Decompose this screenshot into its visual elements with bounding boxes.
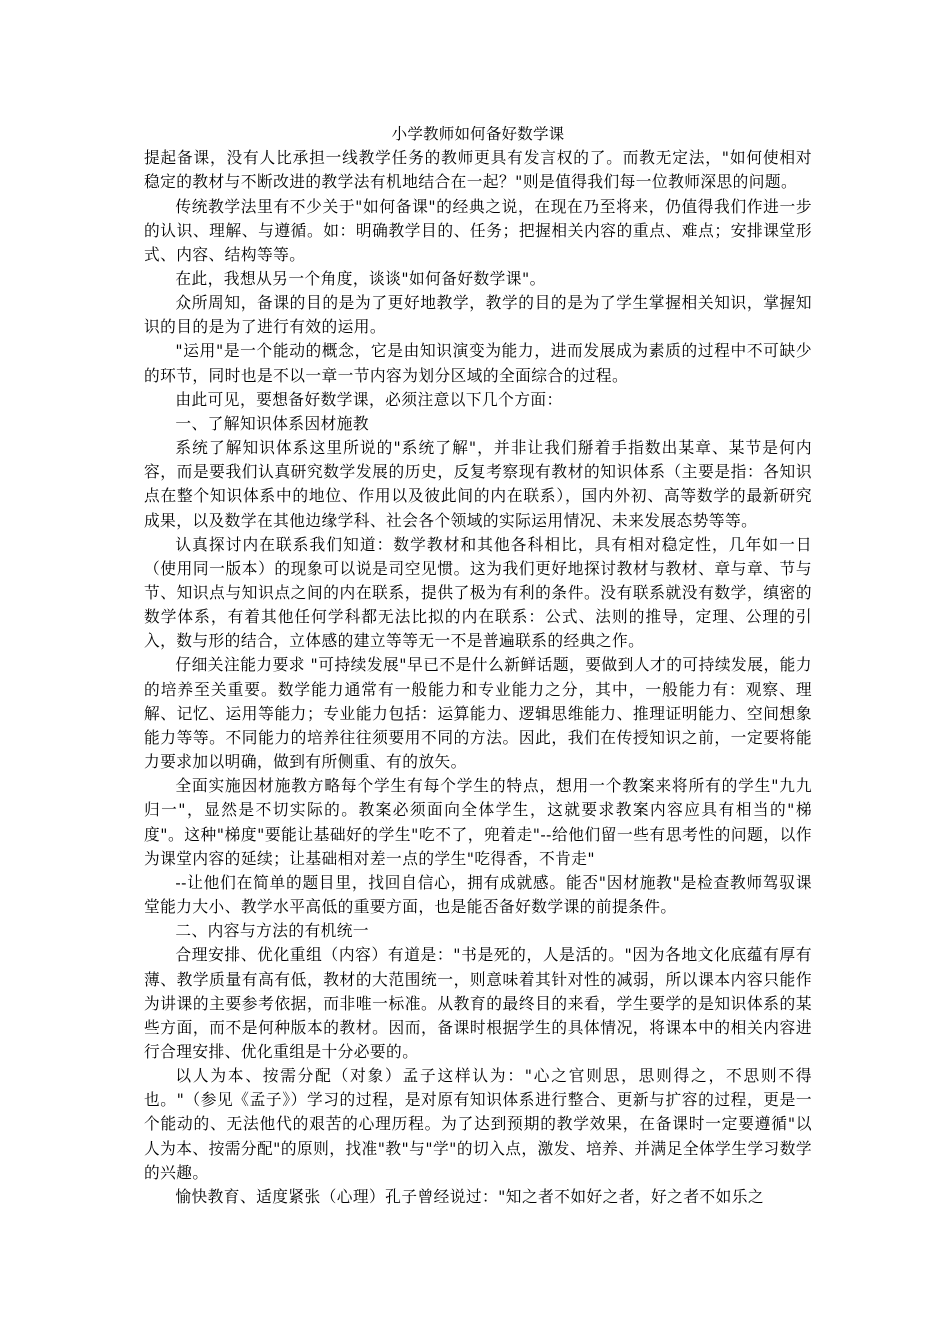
paragraph: 众所周知，备课的目的是为了更好地教学，教学的目的是为了学生掌握相关知识，掌握知识的目的是为了进行有效的运用。: [144, 293, 812, 337]
paragraph: 愉快教育、适度紧张（心理）孔子曾经说过："知之者不如好之者，好之者不如乐之: [175, 1186, 765, 1206]
paragraph: --让他们在简单的题目里，找回自信心，拥有成就感。能否"因材施教"是检查教师驾驭课堂能力大小、教学水平高低的重要方面，也是能否备好数学课的前提条件。: [144, 872, 812, 917]
paragraph: 二、内容与方法的有机统一: [175, 921, 370, 941]
document-page: [144, 122, 812, 1209]
paragraph: 在此，我想从另一个角度，谈谈"如何备好数学课"。: [175, 268, 546, 288]
paragraph: 合理安排、优化重组（内容）有道是："书是死的，人是活的。"因为各地文化底蕴有厚有薄、教学质量有高有低，教材的大范围统一，则意味着其针对性的减弱，所以课本内容只能作为讲课的主要参考依据，而非唯一标准。从教育的最终目的来看，学生要学的是知识体系的某些方面，而不是何种版本的教材。因而，备课时根据学生的具体情况，将课本中的相关内容进行合理安排、优化重组是十分必要的。: [144, 945, 812, 1061]
paragraph: 系统了解知识体系这里所说的"系统了解"，并非让我们掰着手指数出某章、某节是何内容，而是要我们认真研究数学发展的历史，反复考察现有教材的知识体系（主要是指：各知识点在整个知识体系中的地位、作用以及彼此间的内在联系），国内外初、高等数学的最新研究成果，以及数学在其他边缘学科、社会各个领域的实际运用情况、未来发展态势等等。: [144, 438, 812, 530]
document-title: 小学教师如何备好数学课: [391, 125, 565, 143]
paragraph: 由此可见，要想备好数学课，必须注意以下几个方面：: [175, 389, 563, 409]
paragraph: 认真探讨内在联系我们知道：数学教材和其他各科相比，具有相对稳定性，几年如一日（使用同一版本）的现象可以说是司空见惯。这为我们更好地探讨教材与教材、章与章、节与节、知识点与知识点之间的内在联系，提供了极为有利的条件。没有联系就没有数学，缜密的数学体系，有着其他任何学科都无法比拟的内在联系：公式、法则的推导，定理、公理的引入，数与形的结合，立体感的建立等等无一不是普遍联系的经典之作。: [144, 534, 812, 651]
paragraph: 全面实施因材施教方略每个学生有每个学生的特点，想用一个教案来将所有的学生"九九归一"，显然是不切实际的。教案必须面向全体学生，这就要求教案内容应具有相当的"梯度"。这种"梯度"要能让基础好的学生"吃不了，兜着走"--给他们留一些有思考性的问题，以作为课堂内容的延续；让基础相对差一点的学生"吃得香，不肯走": [144, 776, 812, 868]
paragraph: 传统教学法里有不少关于"如何备课"的经典之说，在现在乃至将来，仍值得我们作进一步的认识、理解、与遵循。如：明确教学目的、任务；把握相关内容的重点、难点；安排课堂形式、内容、结构等等。: [144, 196, 812, 264]
paragraph: "运用"是一个能动的概念，它是由知识演变为能力，进而发展成为素质的过程中不可缺少的环节，同时也是不以一章一节内容为划分区域的全面综合的过程。: [144, 341, 812, 385]
paragraph: 仔细关注能力要求 "可持续发展"早已不是什么新鲜话题，要做到人才的可持续发展，能力的培养至关重要。数学能力通常有一般能力和专业能力之分，其中，一般能力有：观察、理解、记忆、运用等能力；专业能力包括：运算能力、逻辑思维能力、推理证明能力、空间想象能力等等。不同能力的培养往往须要用不同的方法。因此，我们在传授知识之前，一定要将能力要求加以明确，做到有所侧重、有的放矢。: [144, 655, 812, 772]
paragraph: 以人为本、按需分配（对象）孟子这样认为："心之官则思，思则得之，不思则不得也。"（参见《孟子》）学习的过程，是对原有知识体系进行整合、更新与扩容的过程，更是一个能动的、无法他代的艰苦的心理历程。为了达到预期的教学效果，在备课时一定要遵循"以人为本、按需分配"的原则，找准"教"与"学"的切入点，激发、培养、并满足全体学生学习数学的兴趣。: [144, 1066, 812, 1182]
paragraph: 一、了解知识体系因材施教: [175, 413, 370, 433]
paragraph: 提起备课，没有人比承担一线教学任务的教师更具有发言权的了。而教无定法，"如何使相对稳定的教材与不断改进的教学法有机地结合在一起？"则是值得我们每一位教师深思的问题。: [144, 148, 812, 192]
document-body: [144, 146, 812, 1209]
